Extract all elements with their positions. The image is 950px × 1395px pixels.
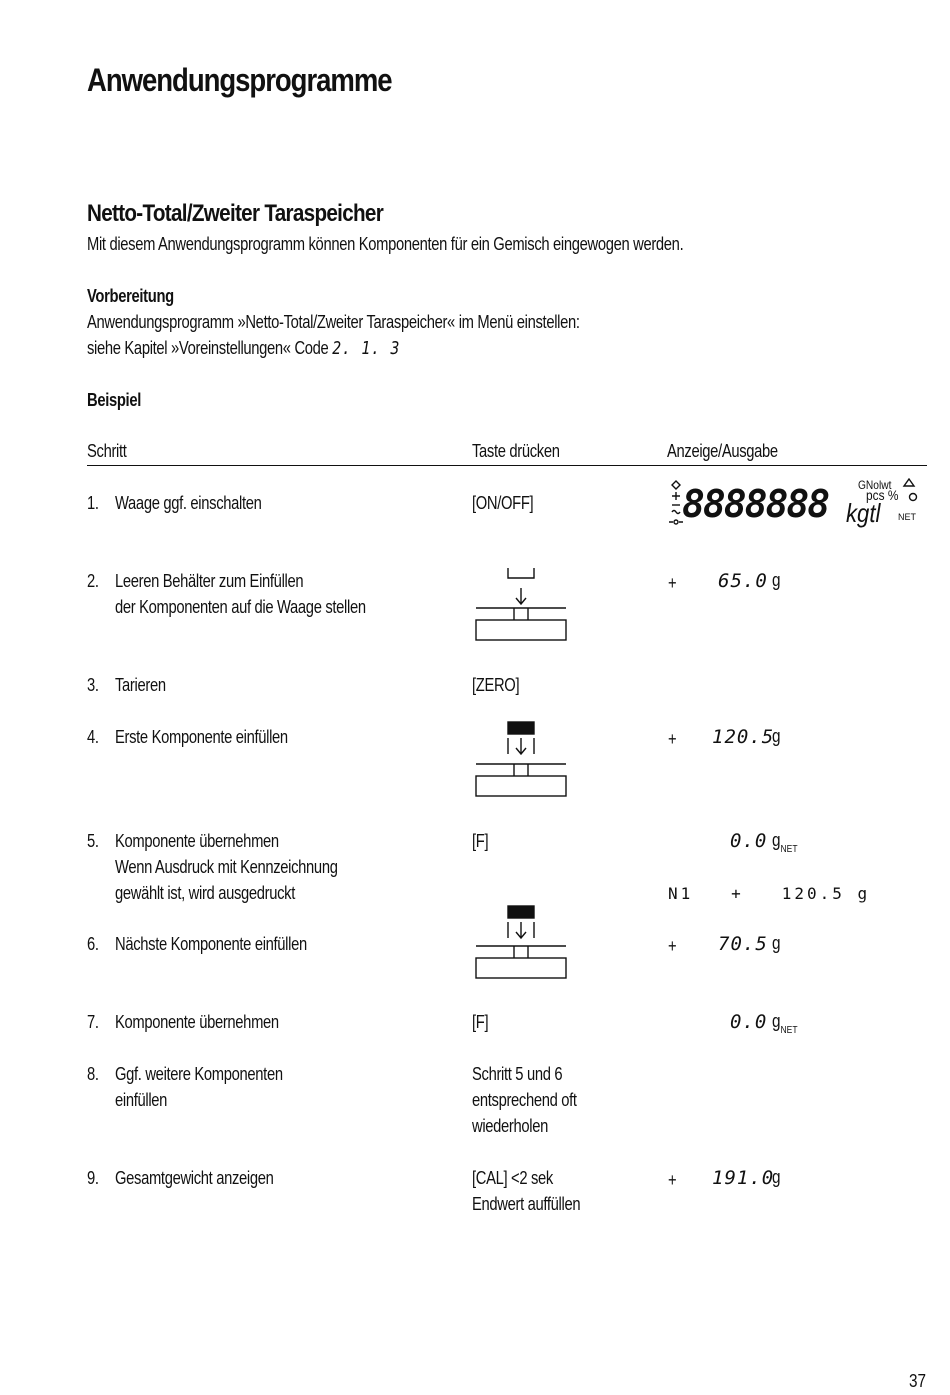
step-text: der Komponenten auf die Waage stellen xyxy=(115,597,366,617)
display-unit: g xyxy=(772,570,781,590)
step-key: Endwert auffüllen xyxy=(472,1194,581,1214)
step-text: Erste Komponente einfüllen xyxy=(115,727,288,747)
display-sign: + xyxy=(668,729,677,749)
display-value: 0.0 xyxy=(730,1011,768,1033)
step-number: 8. xyxy=(87,1064,99,1084)
display-unit: g xyxy=(772,726,781,746)
printout-line: N1 + 120.5 g xyxy=(668,884,871,903)
step-number: 9. xyxy=(87,1168,99,1188)
scale-filled-container-icon xyxy=(472,720,572,798)
header-rule xyxy=(87,465,927,466)
step-number: 4. xyxy=(87,727,99,747)
step-text: Tarieren xyxy=(115,675,166,695)
display-unit-text: kgtl xyxy=(846,498,881,528)
step-key: [F] xyxy=(472,831,489,851)
step-key: Schritt 5 und 6 xyxy=(472,1064,563,1084)
col-header-display: Anzeige/Ausgabe xyxy=(667,441,778,461)
step-key: entsprechend oft xyxy=(472,1090,577,1110)
step-text: Waage ggf. einschalten xyxy=(115,493,262,513)
example-heading: Beispiel xyxy=(87,390,141,410)
display-unit: g xyxy=(772,1167,781,1187)
step-key: [ZERO] xyxy=(472,675,520,695)
display-sign: + xyxy=(668,573,677,593)
step-number: 5. xyxy=(87,831,99,851)
display-unit-net xyxy=(772,1011,798,1036)
display-value: 65.0 xyxy=(718,570,768,592)
display-unit: g xyxy=(772,933,781,953)
step-text: Leeren Behälter zum Einfüllen xyxy=(115,571,304,591)
preparation-line2-text: siehe Kapitel »Voreinstellungen« Code xyxy=(87,338,329,358)
step-number: 1. xyxy=(87,493,99,513)
display-symbols-top: GNolwt xyxy=(858,478,892,492)
scale-filled-container-icon xyxy=(472,904,572,982)
step-number: 7. xyxy=(87,1012,99,1032)
intro-text: Mit diesem Anwendungsprogramm können Komponenten für ein Gemisch eingewogen werden. xyxy=(87,234,684,254)
scale-empty-container-icon xyxy=(472,566,572,644)
display-value: 191.0 xyxy=(712,1167,775,1189)
display-value: 70.5 xyxy=(718,933,768,955)
display-unit: g xyxy=(772,1011,781,1031)
display-sign: + xyxy=(668,1170,677,1190)
step-number: 6. xyxy=(87,934,99,954)
full-display xyxy=(668,478,926,534)
display-value: 0.0 xyxy=(730,830,768,852)
section-title: Netto-Total/Zweiter Taraspeicher xyxy=(87,200,384,227)
preparation-heading: Vorbereitung xyxy=(87,286,174,306)
display-symbols-net: NET xyxy=(898,512,916,522)
col-header-step: Schritt xyxy=(87,441,127,461)
preparation-line2 xyxy=(87,335,400,362)
col-header-key: Taste drücken xyxy=(472,441,560,461)
step-key: [CAL] <2 sek xyxy=(472,1168,553,1188)
step-text: Komponente übernehmen xyxy=(115,831,279,851)
step-text: Nächste Komponente einfüllen xyxy=(115,934,307,954)
net-subscript: NET xyxy=(780,844,798,855)
display-symbols-pcs: pcs % xyxy=(866,487,899,503)
preparation-line1: Anwendungsprogramm »Netto-Total/Zweiter Taraspeicher« im Menü einstellen: xyxy=(87,312,580,332)
step-key: wiederholen xyxy=(472,1116,548,1136)
display-segments: 8888888 xyxy=(682,482,829,526)
step-text: Wenn Ausdruck mit Kennzeichnung xyxy=(115,857,338,877)
step-text: Ggf. weitere Komponenten xyxy=(115,1064,283,1084)
display-unit: g xyxy=(772,830,781,850)
step-text: einfüllen xyxy=(115,1090,168,1110)
step-key: [F] xyxy=(472,1012,489,1032)
page-title: Anwendungsprogramme xyxy=(87,62,392,98)
page-number: 37 xyxy=(908,1371,926,1391)
preparation-code: 2. 1. 3 xyxy=(332,338,401,359)
display-sign: + xyxy=(668,936,677,956)
step-text: gewählt ist, wird ausgedruckt xyxy=(115,883,296,903)
net-subscript: NET xyxy=(780,1025,798,1036)
step-key: [ON/OFF] xyxy=(472,493,534,513)
step-number: 3. xyxy=(87,675,99,695)
display-value: 120.5 xyxy=(712,726,775,748)
step-number: 2. xyxy=(87,571,99,591)
display-unit-net xyxy=(772,830,798,855)
step-text: Gesamtgewicht anzeigen xyxy=(115,1168,274,1188)
step-text: Komponente übernehmen xyxy=(115,1012,279,1032)
